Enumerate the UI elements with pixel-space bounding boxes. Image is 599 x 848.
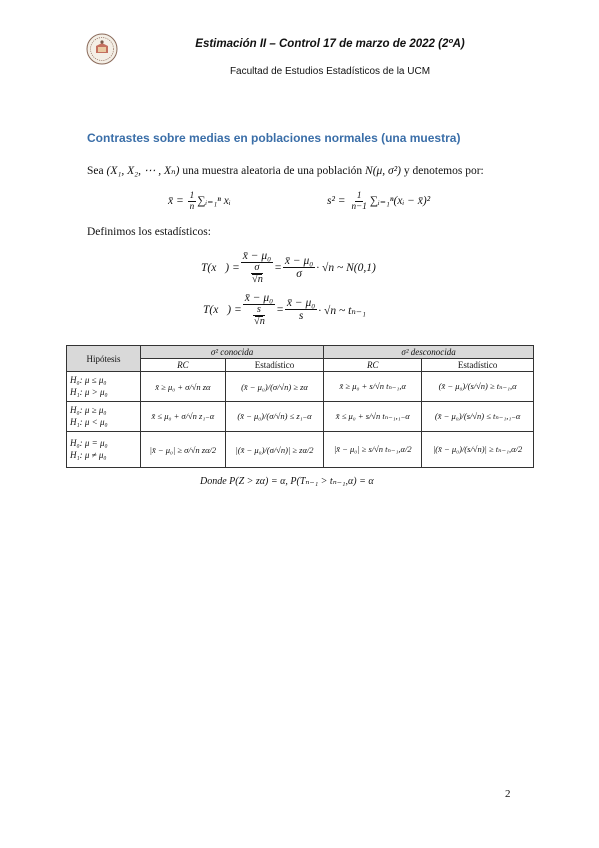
- col-hipotesis: Hipótesis: [67, 346, 141, 372]
- definitions-text: Definimos los estadísticos:: [87, 226, 211, 238]
- estadistico-known-cell: |(x̄ − μ₀)/(σ/√n)| ≥ zα/2: [225, 432, 323, 468]
- s2-formula: s² = $\frac{1}{n-1}$ ∑ᵢ₌₁ⁿ(xᵢ − x̄)²: [327, 190, 431, 211]
- footnote-definition: Donde P(Z > zα) = α, P(Tₙ₋₁ > tₙ₋₁,α) = α: [200, 476, 374, 487]
- header-subtitle: Facultad de Estudios Estadísticos de la UCM: [229, 66, 431, 77]
- intro-paragraph: [87, 163, 484, 177]
- intro-mid: una muestra aleatoria de una población: [179, 165, 366, 177]
- statistic-normal: T(x⃗) = x̄ − μ₀ σ √ n = $\frac{\text{x̄ − μ₀}}{\sigma}$ · √n ~ N(0,1): [201, 250, 376, 286]
- table-row: [67, 432, 534, 468]
- col-estadistico-known: Estadístico: [225, 359, 323, 372]
- table-row: [67, 372, 534, 402]
- xbar-formula: x̄ = $\frac{1}{n}$ ∑ᵢ₌₁ⁿ xᵢ: [168, 190, 231, 211]
- university-seal-logo: [86, 33, 118, 65]
- estadistico-unknown-cell: (x̄ − μ₀)/(s/√n) ≥ tₙ₋₁,α: [422, 372, 534, 402]
- rc-unknown-cell: x̄ ≤ μ₀ + s/√n tₙ₋₁,₁₋α: [324, 402, 422, 432]
- hypothesis-test-table: [66, 345, 534, 468]
- col-sigma-unknown: σ² desconocida: [324, 346, 534, 359]
- rc-known-cell: x̄ ≥ μ₀ + σ/√n zα: [141, 372, 226, 402]
- rc-known-cell: x̄ ≤ μ₀ + σ/√n z₁₋α: [141, 402, 226, 432]
- h1: H₁: μ > μ₀: [70, 386, 108, 397]
- rc-unknown-cell: |x̄ − μ₀| ≥ s/√n tₙ₋₁,α/2: [324, 432, 422, 468]
- statistic-student: T(x⃗) = x̄ − μ₀ s √ n = $\frac{\text{x̄ − μ₀}}{s}$ · √n ~ tₙ₋₁: [203, 292, 366, 328]
- header-title: Estimación II – Control 17 de marzo de 2022 (2ºA): [195, 38, 465, 50]
- page-number: 2: [505, 788, 511, 800]
- s2-sum: ∑ᵢ₌₁ⁿ(xᵢ − x̄)²: [369, 194, 431, 207]
- estadistico-known-cell: (x̄ − μ₀)/(σ/√n) ≤ z₁₋α: [225, 402, 323, 432]
- estadistico-unknown-cell: |(x̄ − μ₀)/(s/√n)| ≥ tₙ₋₁,α/2: [422, 432, 534, 468]
- rc-unknown-cell: x̄ ≥ μ₀ + s/√n tₙ₋₁,α: [324, 372, 422, 402]
- hypotheses-cell: [67, 432, 141, 468]
- col-rc-unknown: RC: [324, 359, 422, 372]
- hypotheses-cell: [67, 372, 141, 402]
- intro-sample: (X₁, X₂, ⋯ , Xₙ): [106, 165, 180, 177]
- table-header-row: [67, 346, 534, 359]
- statistic-normal-tail: · √n ~ N(0,1): [316, 261, 376, 274]
- h1: H₁: μ < μ₀: [70, 416, 108, 427]
- h1: H₁: μ ≠ μ₀: [70, 449, 107, 460]
- estadistico-unknown-cell: (x̄ − μ₀)/(s/√n) ≤ tₙ₋₁,₁₋α: [422, 402, 534, 432]
- statistic-student-tail: · √n ~ tₙ₋₁: [318, 304, 367, 317]
- h0: H₀: μ = μ₀: [70, 438, 108, 449]
- h0: H₀: μ ≥ μ₀: [70, 405, 107, 416]
- s2-lhs: s² =: [327, 194, 349, 207]
- h0: H₀: μ ≤ μ₀: [70, 375, 107, 386]
- col-rc-known: RC: [141, 359, 226, 372]
- rc-known-cell: |x̄ − μ₀| ≥ σ/√n zα/2: [141, 432, 226, 468]
- estadistico-known-cell: (x̄ − μ₀)/(σ/√n) ≥ zα: [225, 372, 323, 402]
- intro-pre: Sea: [87, 165, 107, 177]
- intro-distribution: N(μ, σ²): [365, 165, 402, 177]
- col-sigma-known: σ² conocida: [141, 346, 324, 359]
- xbar-lhs: x̄ =: [168, 194, 187, 207]
- section-title: Contrastes sobre medias en poblaciones normales (una muestra): [87, 131, 461, 145]
- hypotheses-cell: [67, 402, 141, 432]
- intro-post: y denotemos por:: [401, 165, 484, 177]
- col-estadistico-unknown: Estadístico: [422, 359, 534, 372]
- xbar-sum: ∑ᵢ₌₁ⁿ xᵢ: [197, 194, 231, 207]
- table-row: [67, 402, 534, 432]
